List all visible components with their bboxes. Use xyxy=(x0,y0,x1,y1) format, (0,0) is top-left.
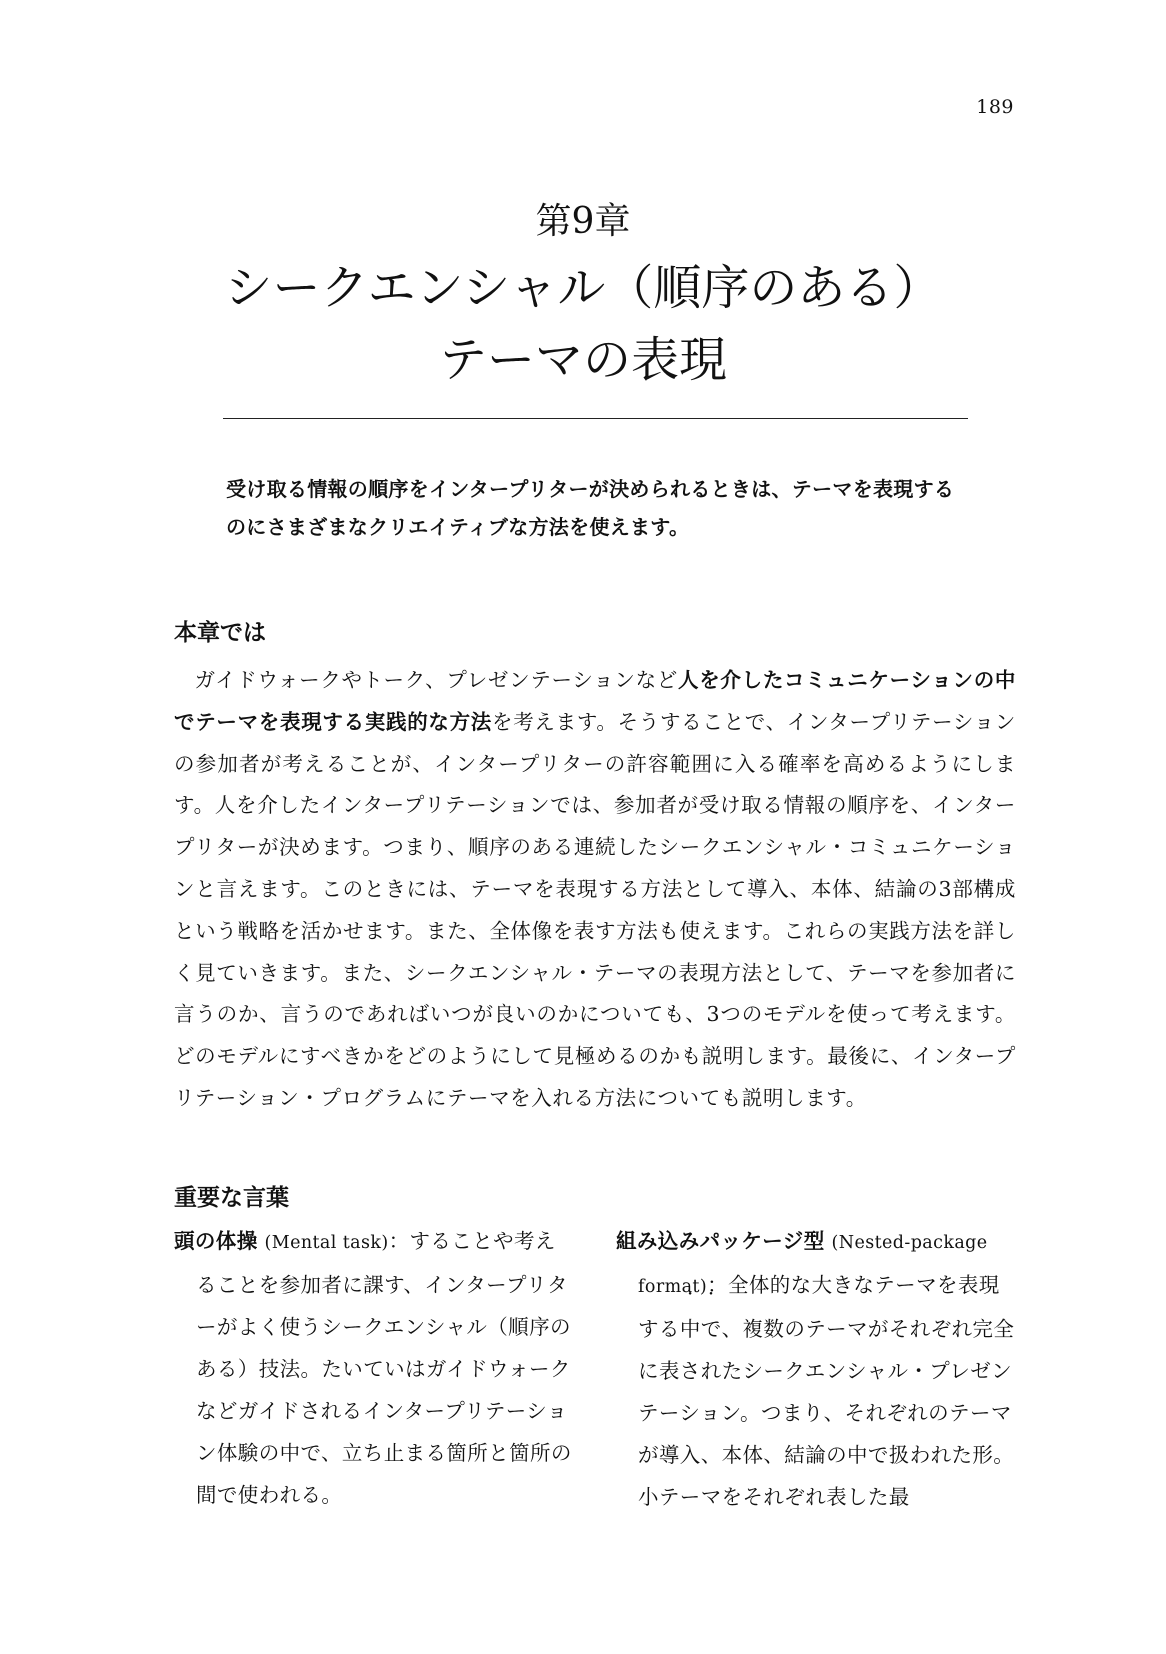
section-heading-intro: 本章では xyxy=(174,620,266,646)
term-english: (Mental task) xyxy=(264,1233,389,1253)
chapter-lead: 受け取る情報の順序をインタープリターが決められるときは、テーマを表現するのにさまざまなクリエイティブな方法を使えます。 xyxy=(226,477,955,539)
term-name: 組み込みパッケージ型 xyxy=(616,1229,825,1253)
chapter-title-line2: テーマの表現 xyxy=(438,332,727,388)
term-entry-nested-package xyxy=(616,1220,1018,1518)
intro-emphasis: 人を介したコミュニケーションの中でテーマを表現する実践的な方法 xyxy=(174,668,1016,734)
intro-paragraph xyxy=(174,660,1016,1120)
term-name: 頭の体操 xyxy=(174,1229,258,1253)
title-divider xyxy=(223,418,968,419)
section-heading-key-terms: 重要な言葉 xyxy=(174,1185,289,1211)
emphasis-dot-char: ・ 中 xyxy=(680,1308,701,1350)
term-entry-mental-task xyxy=(174,1220,574,1516)
term-english: (Nested-package format) xyxy=(638,1233,988,1297)
term-definition-1: ：全体的な大きなテーマを表現する xyxy=(638,1273,1000,1341)
term-definition-2: 、複数のテーマがそれぞれ完全に表されたシークエンシャル・プレゼンテーション。つまり、それぞれのテーマが導入、本体、結論の中で扱われた形。小テーマをそれぞれ表した最 xyxy=(638,1317,1015,1509)
key-terms-right-column xyxy=(616,1220,1018,1518)
page-number: 189 xyxy=(976,96,1014,118)
chapter-title xyxy=(0,252,1166,396)
intro-text-1: ガイドウォークやトーク、プレゼンテーションなど xyxy=(194,668,678,692)
intro-text-2: を考えます。そうすることで、インタープリテーションの参加者が考えることが、インタープリターの許容範囲に入る確率を高めるようにします。人を介したインタープリテーションでは、参加者が受け取る情報の順序を、インタープリターが決めます。つまり、順序のある連続したシークエンシャル・コミュニケーションと言えます。このときには、テーマを表現する方法として導入、本体、結論の3部構成という戦略を活かせます。また、全体像を表す方法も使えます。これらの実践方法を詳しく見ていきます。また、シークエンシャル・テーマの表現方法として、テーマを参加者に言うのか、言うのであればいつが良いのかについても、3つのモデルを使って考えます。どのモデルにすべきかをどのようにして見極めるのかも説明します。最後に、インタープリテーション・プログラムにテーマを入れる方法についても説明します。 xyxy=(174,709,1016,1110)
emphasis-dot-char: ・ で xyxy=(701,1308,722,1350)
term-definition: ：することや考えることを参加者に課す、インタープリターがよく使うシークエンシャル（順序のある）技法。たいていはガイドウォークなどガイドされるインタープリテーション体験の中で、立ち止まる箇所と箇所の間で使われる。 xyxy=(196,1229,572,1507)
chapter-title-line1: シークエンシャル（順序のある） xyxy=(224,260,942,316)
chapter-header xyxy=(0,196,1166,396)
chapter-label: 第9章 xyxy=(535,201,631,242)
key-terms-left-column xyxy=(174,1220,574,1516)
